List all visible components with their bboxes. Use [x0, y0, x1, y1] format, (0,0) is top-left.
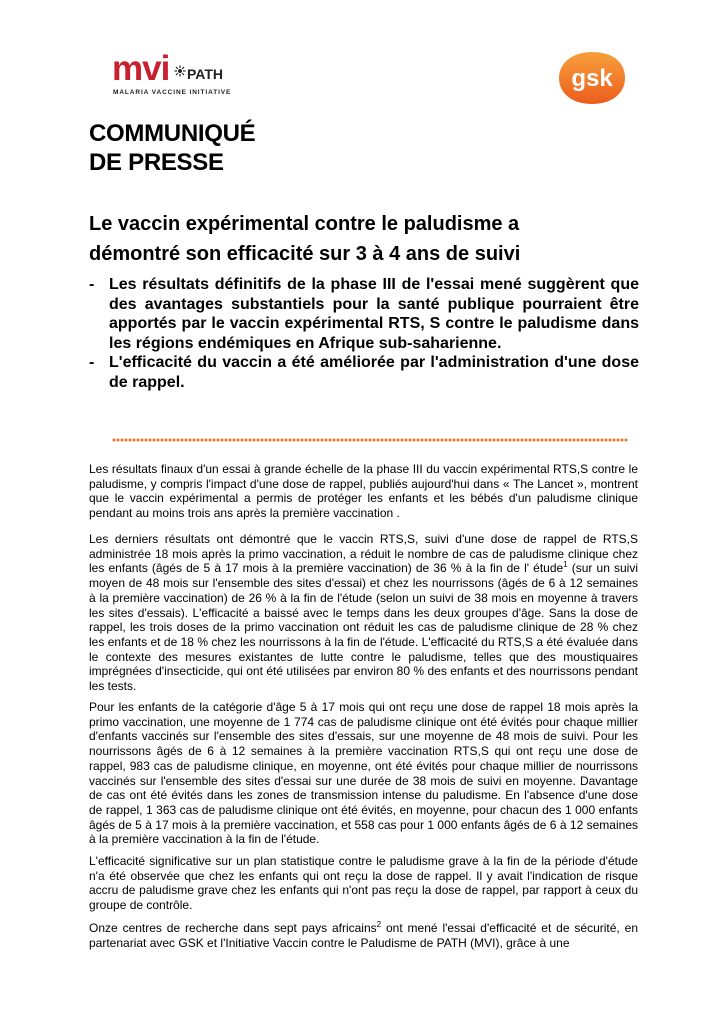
mvi-path-logo [112, 49, 232, 96]
key-point-text: Les résultats définitifs de la phase III de l'essai mené suggèrent que des avantages substantiels pour la santé publique pourraient être apportés par le vaccin expérimental RTS, S contre le paludisme dans les régions endémiques en Afrique sub-saharienne. [109, 276, 639, 352]
title-line-2: DE PRESSE [89, 149, 224, 176]
key-point: - L'efficacité du vaccin a été améliorée par l'administration d'une dose de rappel. [89, 354, 639, 391]
paragraph-2-part-b: (sur un suivi moyen de 48 mois sur l'ensemble des sites d'essai) et chez les nourrissons (âgés de 6 à 12 semaines à la première vaccination) de 26 % à la fin de l'étude (selon un suivi de 38 mois en moyenne à travers les sites d'essais). L'efficacité a baissé avec le temps dans les deux groupes d'âge. Sans la dose de rappel, les trois doses de la primo vaccination ont réduit les cas de paludisme clinique de 28 % chez les enfants et de 18 % chez les nourrissons à la fin de l'étude. L'efficacité du RTS,S a été évaluée dans le contexte des mesures existantes de lutte contre le paludisme, telles que des moustiquaires imprégnées d'insecticide, qui ont été utilisées par environ 80 % des enfants et des nourrissons pendant les tests. [89, 561, 638, 694]
paragraph-5-part-a: Onze centres de recherche dans sept pays africains [89, 921, 377, 935]
headline-line-1: Le vaccin expérimental contre le paludisme a [89, 213, 520, 235]
paragraph-4: L'efficacité significative sur un plan statistique contre le paludisme grave à la fin de la période d'étude n'a été observée que chez les enfants qui ont reçu la dose de rappel. Il y avait l'indication de risque accru de paludisme grave chez les enfants qui n'ont pas reçu la dose de rappel, par rapport à ceux du groupe de contrôle. [89, 854, 638, 913]
gsk-logo-text: gsk [571, 65, 613, 92]
key-point: - Les résultats définitifs de la phase III de l'essai mené suggèrent que des avantages substantiels pour la santé publique pourraient être apportés par le vaccin expérimental RTS, S contre le paludisme dans les régions endémiques en Afrique sub-saharienne. [89, 276, 639, 352]
key-point-text: L'efficacité du vaccin a été améliorée par l'administration d'une dose de rappel. [109, 354, 639, 391]
paragraph-5-part-b: ont mené l'essai d'efficacité et de sécurité, en partenariat avec GSK et l'Initiative Vaccin contre le Paludisme de PATH (MVI), grâce à une [89, 921, 638, 950]
dotted-divider [112, 438, 628, 442]
page-title [89, 119, 255, 177]
gsk-logo [557, 50, 627, 106]
headline [89, 209, 520, 269]
paragraph-2 [89, 532, 638, 694]
path-logo-icon [174, 65, 186, 77]
paragraph-1: Les résultats finaux d'un essai à grande échelle de la phase III du vaccin expérimental RTS,S contre le paludisme, y compris l'impact d'une dose de rappel, publiés aujourd'hui dans « The Lancet », montrent que le vaccin expérimental a permis de protéger les enfants et les bébés d'un paludisme clinique pendant au moins trois ans après la première vaccination . [89, 462, 638, 521]
footnote-ref-1: 1 [563, 560, 568, 570]
title-line-1: COMMUNIQUÉ [89, 120, 256, 147]
paragraph-3: Pour les enfants de la catégorie d'âge 5 à 17 mois qui ont reçu une dose de rappel 18 mois après la primo vaccination, une moyenne de 1 774 cas de paludisme clinique ont été évités pour chaque millier d'enfants vaccinés sur l'ensemble des sites d'essais, sur une moyenne de 48 mois de suivi. Pour les nourrissons âgés de 6 à 12 semaines à la première vaccination RTS,S qui ont reçu une dose de rappel, 983 cas de paludisme clinique, en moyenne, ont été évités pour chaque millier de nourrissons vaccinés sur l'ensemble des sites d'essai sur une durée de 38 mois de suivi en moyenne. Davantage de cas ont été évités dans les zones de transmission intense du paludisme. En l'absence d'une dose de rappel, 1 363 cas de paludisme clinique ont été évités, en moyenne, pour chacun des 1 000 enfants âgés de 5 à 17 mois à la première vaccination, et 558 cas pour 1 000 enfants âgés de 6 à 12 semaines à la première vaccination à la fin de l'étude. [89, 700, 638, 847]
headline-line-2: démontré son efficacité sur 3 à 4 ans de suivi [89, 243, 521, 265]
paragraph-2-part-a: Les derniers résultats ont démontré que le vaccin RTS,S, suivi d'une dose de rappel de RTS,S administrée 18 mois après la primo vaccination, a réduit le nombre de cas de paludisme clinique chez les enfants (âgés de 5 à 17 mois à la première vaccination) de 36 % à la fin de l' étude [89, 532, 638, 576]
key-points-list [89, 275, 639, 392]
mvi-logo-text: mvi [112, 49, 170, 88]
footnote-ref-2: 2 [376, 920, 382, 929]
path-logo-text: PATH [187, 66, 224, 82]
mvi-logo-subtitle: MALARIA VACCINE INITIATIVE [113, 89, 232, 96]
paragraph-5 [89, 921, 638, 950]
